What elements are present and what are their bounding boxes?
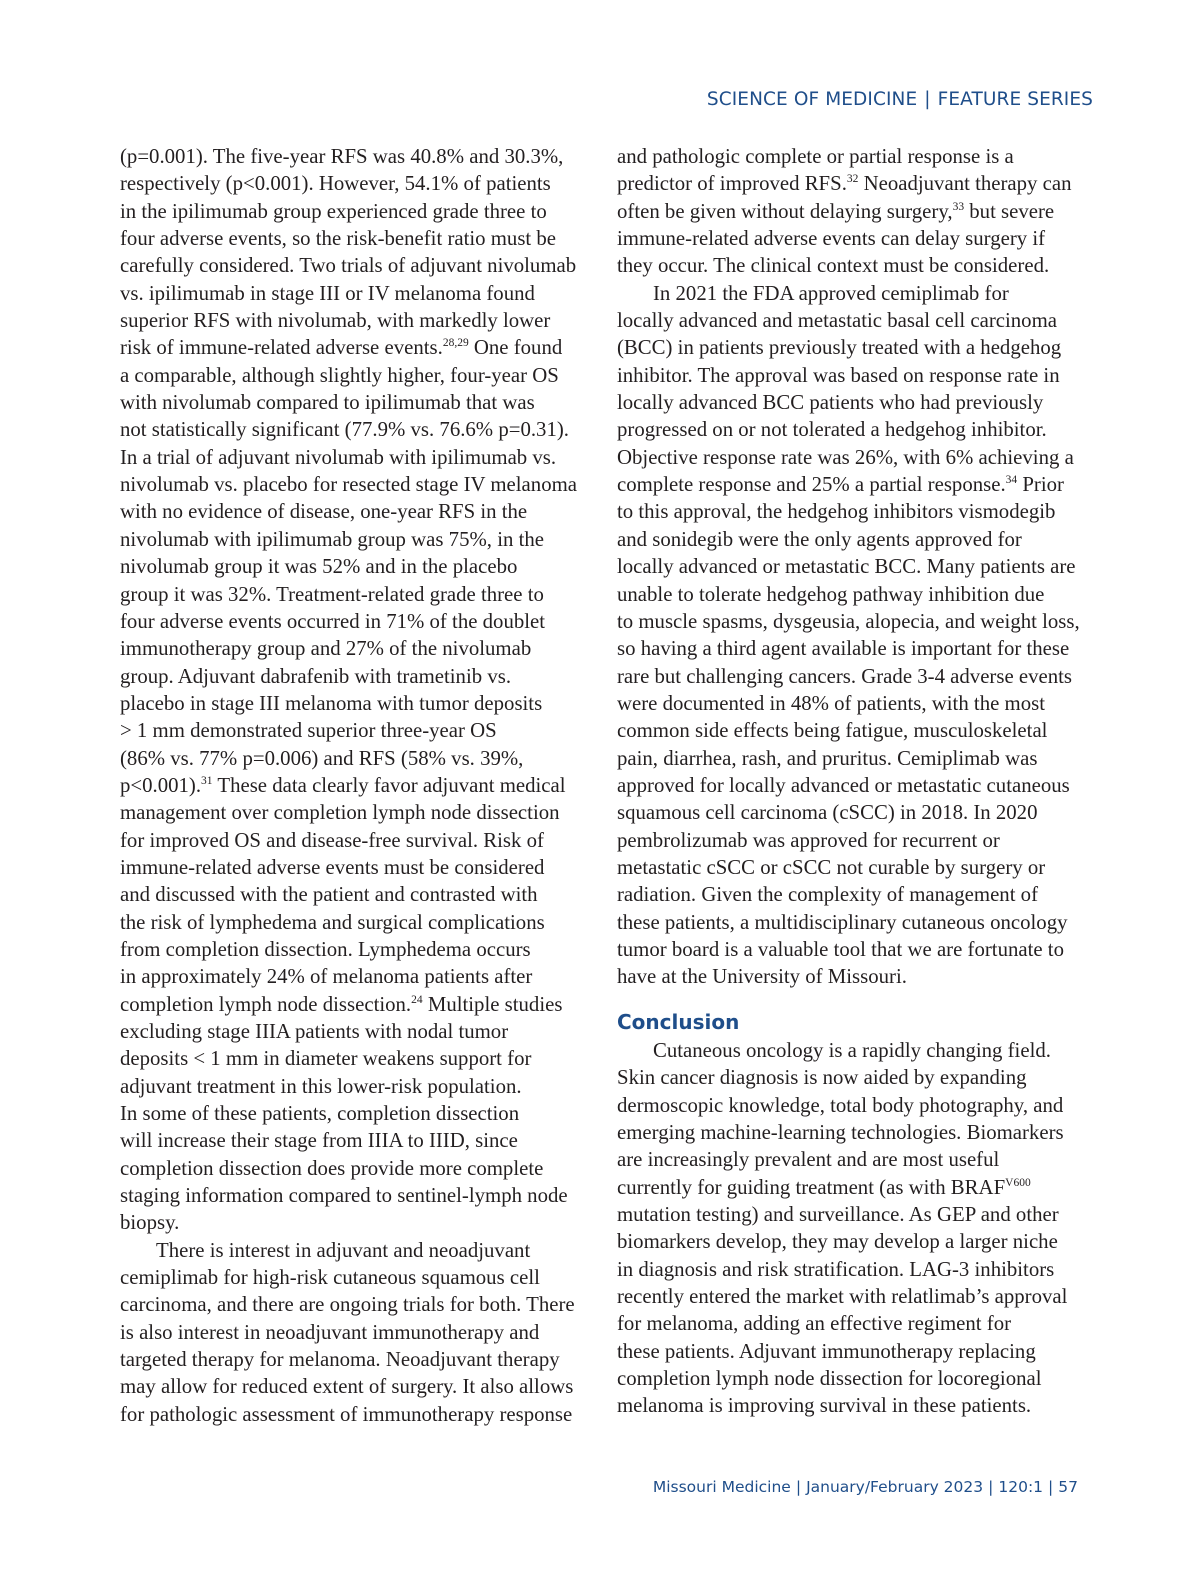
- footer-separator: |: [1048, 1478, 1054, 1496]
- text-line: biopsy.: [120, 1211, 180, 1235]
- text-line: management over completion lymph node dissection: [120, 801, 560, 825]
- text-line: not statistically significant (77.9% vs. 76.6% p=0.31).: [120, 418, 569, 442]
- text-line: > 1 mm demonstrated superior three-year OS: [120, 719, 497, 743]
- text-line: in diagnosis and risk stratification. LAG-3 inhibitors: [617, 1257, 1055, 1281]
- text-line: may allow for reduced extent of surgery. It also allows: [120, 1375, 574, 1399]
- text-line: locally advanced BCC patients who had previously: [617, 391, 1044, 415]
- text-line: immunotherapy group and 27% of the nivolumab: [120, 637, 532, 661]
- text-line: will increase their stage from IIIA to IIID, since: [120, 1129, 518, 1153]
- text-line: There is interest in adjuvant and neoadjuvant: [156, 1238, 531, 1262]
- text-line: nivolumab group it was 52% and in the placebo: [120, 555, 518, 579]
- text-line: from completion dissection. Lymphedema occurs: [120, 937, 531, 961]
- text-line: In a trial of adjuvant nivolumab with ipilimumab vs.: [120, 445, 557, 469]
- text-line: vs. ipilimumab in stage III or IV melanoma found: [120, 281, 535, 305]
- text-line: biomarkers develop, they may develop a larger niche: [617, 1230, 1058, 1254]
- left-column: [120, 143, 600, 1428]
- text-line: immune-related adverse events must be considered: [120, 855, 545, 879]
- journal-name: Missouri Medicine: [652, 1478, 791, 1496]
- text-line: (BCC) in patients previously treated with a hedgehog: [617, 336, 1062, 360]
- reference-superscript: 34: [1005, 474, 1018, 487]
- text-line: melanoma is improving survival in these patients.: [617, 1394, 1032, 1418]
- line-text: often be given without delaying surgery,: [617, 199, 953, 223]
- text-line: adjuvant treatment in this lower-risk population.: [120, 1074, 522, 1098]
- line-text: Multiple studies: [422, 992, 563, 1016]
- header-separator: |: [924, 89, 931, 110]
- text-line: nivolumab vs. placebo for resected stage IV melanoma: [120, 473, 577, 497]
- text-line: they occur. The clinical context must be considered.: [617, 254, 1050, 278]
- line-text: Prior: [1017, 473, 1064, 497]
- text-line: four adverse events, so the risk-benefit ratio must be: [120, 227, 557, 251]
- text-line: a comparable, although slightly higher, four-year OS: [120, 363, 559, 387]
- text-line: excluding stage IIIA patients with nodal tumor: [120, 1020, 509, 1043]
- text-line: placebo in stage III melanoma with tumor deposits: [120, 691, 543, 715]
- text-line: cemiplimab for high-risk cutaneous squamous cell: [120, 1266, 540, 1290]
- text-line: pembrolizumab was approved for recurrent or: [617, 828, 1000, 852]
- text-line: (p=0.001). The five-year RFS was 40.8% and 30.3%,: [120, 145, 564, 168]
- text-line: with nivolumab compared to ipilimumab that was: [120, 391, 535, 415]
- text-line: completion dissection does provide more complete: [120, 1156, 544, 1180]
- line-text: risk of immune-related adverse events.: [120, 336, 443, 360]
- reference-superscript: 32: [846, 173, 859, 186]
- line-text: These data clearly favor adjuvant medical: [212, 773, 566, 797]
- text-line: unable to tolerate hedgehog pathway inhibition due: [617, 582, 1045, 606]
- text-line: squamous cell carcinoma (cSCC) in 2018. In 2020: [617, 801, 1038, 825]
- running-header: [707, 89, 1093, 110]
- text-line: mutation testing) and surveillance. As GEP and other: [617, 1203, 1059, 1227]
- text-line: nivolumab with ipilimumab group was 75%, in the: [120, 527, 544, 551]
- text-line: [120, 334, 600, 361]
- text-line: tumor board is a valuable tool that we are fortunate to: [617, 937, 1064, 961]
- text-line: four adverse events occurred in 71% of the doublet: [120, 609, 546, 633]
- text-line: and discussed with the patient and contrasted with: [120, 883, 538, 907]
- text-line: completion lymph node dissection for locoregional: [617, 1367, 1042, 1391]
- text-line: is also interest in neoadjuvant immunotherapy and: [120, 1320, 540, 1344]
- text-line: to muscle spasms, dysgeusia, alopecia, and weight loss,: [617, 609, 1080, 633]
- footer-separator: |: [795, 1478, 802, 1496]
- text-line: [617, 198, 1097, 225]
- text-line: group it was 32%. Treatment-related grade three to: [120, 582, 544, 606]
- reference-superscript: V600: [1005, 1176, 1031, 1189]
- text-line: for melanoma, adding an effective regiment for: [617, 1312, 1012, 1336]
- line-text: predictor of improved RFS.: [617, 172, 847, 196]
- text-line: (86% vs. 77% p=0.006) and RFS (58% vs. 39%,: [120, 746, 524, 770]
- text-line: deposits < 1 mm in diameter weakens support for: [120, 1047, 532, 1071]
- conclusion-body: [617, 1037, 1097, 1420]
- right-column: [617, 143, 1097, 1420]
- page-footer: [653, 1478, 1078, 1496]
- text-line: [617, 471, 1097, 498]
- text-line: Cutaneous oncology is a rapidly changing field.: [653, 1039, 1051, 1062]
- line-text: completion lymph node dissection.: [120, 992, 412, 1016]
- text-line: are increasingly prevalent and are most useful: [617, 1148, 1000, 1172]
- text-line: in approximately 24% of melanoma patients after: [120, 965, 533, 989]
- line-text: Neoadjuvant therapy can: [858, 172, 1072, 196]
- text-line: the risk of lymphedema and surgical complications: [120, 910, 545, 934]
- text-line: [120, 772, 600, 799]
- line-text: currently for guiding treatment (as with BRAF: [617, 1175, 1006, 1199]
- text-line: metastatic cSCC or cSCC not curable by surgery or: [617, 855, 1046, 879]
- text-line: immune-related adverse events can delay surgery if: [617, 227, 1046, 251]
- text-line: locally advanced or metastatic BCC. Many patients are: [617, 555, 1076, 579]
- text-line: pain, diarrhea, rash, and pruritus. Cemiplimab was: [617, 746, 1038, 770]
- text-line: progressed on or not tolerated a hedgehog inhibitor.: [617, 418, 1047, 442]
- text-line: Skin cancer diagnosis is now aided by expanding: [617, 1066, 1027, 1090]
- line-text: One found: [468, 336, 563, 360]
- text-line: dermoscopic knowledge, total body photography, and: [617, 1093, 1064, 1117]
- conclusion-heading: Conclusion: [617, 1009, 740, 1034]
- text-line: inhibitor. The approval was based on response rate in: [617, 363, 1060, 387]
- reference-superscript: 31: [201, 774, 213, 787]
- text-line: for improved OS and disease-free survival. Risk of: [120, 828, 544, 852]
- text-line: carcinoma, and there are ongoing trials for both. There: [120, 1293, 575, 1317]
- text-line: in the ipilimumab group experienced grade three to: [120, 199, 547, 223]
- reference-superscript: 24: [411, 993, 423, 1006]
- text-line: In 2021 the FDA approved cemiplimab for: [653, 281, 1009, 305]
- line-text: p<0.001).: [120, 773, 202, 797]
- text-line: targeted therapy for melanoma. Neoadjuvant therapy: [120, 1348, 560, 1372]
- line-text: complete response and 25% a partial response.: [617, 473, 1006, 497]
- text-line: carefully considered. Two trials of adjuvant nivolumab: [120, 254, 577, 278]
- text-line: and pathologic complete or partial response is a: [617, 145, 1014, 168]
- text-line: Objective response rate was 26%, with 6% achieving a: [617, 445, 1074, 469]
- text-line: for pathologic assessment of immunotherapy response: [120, 1402, 573, 1426]
- text-line: common side effects being fatigue, musculoskeletal: [617, 719, 1048, 743]
- text-line: emerging machine-learning technologies. Biomarkers: [617, 1121, 1064, 1145]
- text-line: respectively (p<0.001). However, 54.1% of patients: [120, 172, 551, 196]
- page-number: 57: [1058, 1478, 1078, 1496]
- section-label: SCIENCE OF MEDICINE: [706, 89, 918, 110]
- text-line: so having a third agent available is important for these: [617, 637, 1070, 661]
- text-line: group. Adjuvant dabrafenib with trametinib vs.: [120, 664, 512, 688]
- text-line: superior RFS with nivolumab, with markedly lower: [120, 309, 551, 333]
- text-line: these patients. Adjuvant immunotherapy replacing: [617, 1339, 1036, 1363]
- volume-number: 120:1: [998, 1478, 1044, 1496]
- text-line: to this approval, the hedgehog inhibitors vismodegib: [617, 500, 1056, 524]
- reference-superscript: 28,29: [442, 337, 469, 350]
- text-line: with no evidence of disease, one-year RFS in the: [120, 500, 528, 524]
- text-line: and sonidegib were the only agents approved for: [617, 527, 1022, 551]
- footer-separator: |: [988, 1478, 994, 1496]
- line-text: but severe: [964, 199, 1055, 223]
- text-line: In some of these patients, completion dissection: [120, 1102, 520, 1126]
- text-line: staging information compared to sentinel-lymph node: [120, 1184, 568, 1208]
- text-line: were documented in 48% of patients, with the most: [617, 691, 1045, 715]
- text-line: recently entered the market with relatlimab’s approval: [617, 1285, 1068, 1309]
- text-line: locally advanced and metastatic basal cell carcinoma: [617, 309, 1057, 333]
- reference-superscript: 33: [952, 200, 965, 213]
- series-label: FEATURE SERIES: [937, 89, 1093, 110]
- right-column-body: [617, 143, 1097, 991]
- text-line: have at the University of Missouri.: [617, 965, 907, 989]
- text-line: these patients, a multidisciplinary cutaneous oncology: [617, 910, 1068, 934]
- text-line: radiation. Given the complexity of management of: [617, 883, 1039, 907]
- text-line: [617, 1174, 1097, 1201]
- issue-date: January/February 2023: [806, 1478, 984, 1496]
- text-line: [617, 170, 1097, 197]
- text-line: approved for locally advanced or metastatic cutaneous: [617, 773, 1070, 797]
- text-line: [120, 991, 600, 1018]
- text-line: rare but challenging cancers. Grade 3-4 adverse events: [617, 664, 1073, 688]
